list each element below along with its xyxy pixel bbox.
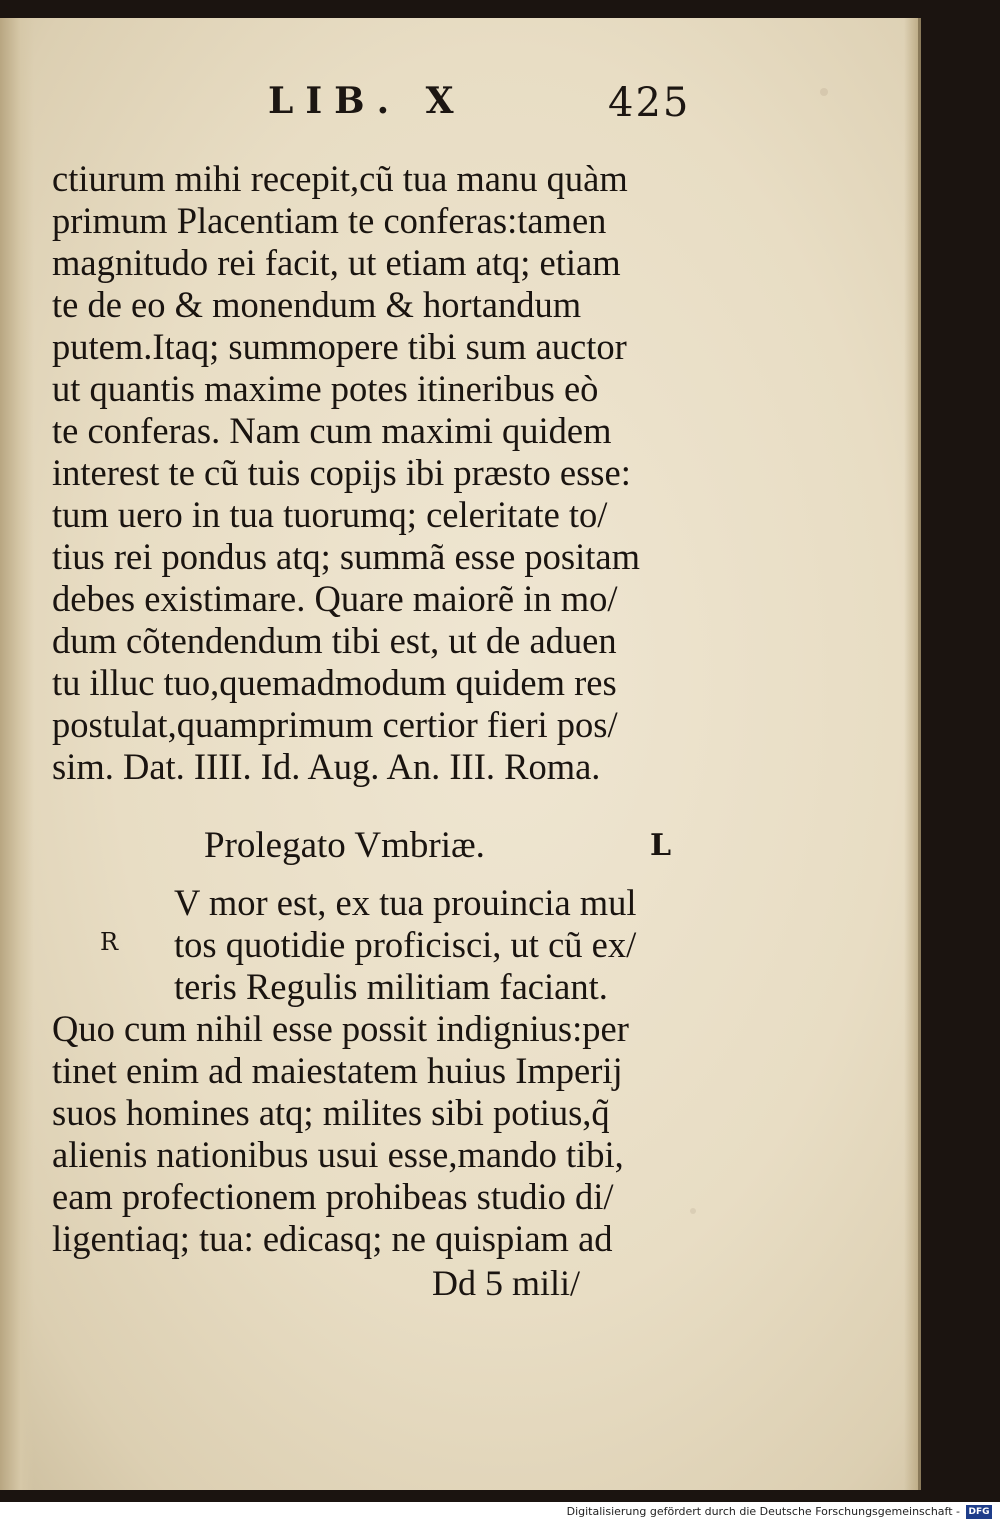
text-line: te conferas. Nam cum maximi quidem — [52, 410, 612, 451]
section-body-text — [52, 1008, 682, 1260]
text-line: tu illuc tuo,quemadmodum quidem res — [52, 662, 617, 703]
text-line: tinet enim ad maiestatem huius Imperij — [52, 1050, 623, 1091]
text-line: ut quantis maxime potes itineribus eò — [52, 368, 599, 409]
page-number: 425 — [608, 80, 691, 126]
text-line: V mor est, ex tua prouincia mul — [174, 882, 637, 923]
indented-text — [174, 882, 684, 1008]
text-line: Quo cum nihil esse possit indignius:per — [52, 1008, 629, 1049]
text-line: ligentiaq; tua: edicasq; ne quispiam ad — [52, 1218, 613, 1259]
page-gutter — [0, 18, 34, 1490]
text-line: tum uero in tua tuorumq; celeritate to/ — [52, 494, 608, 535]
text-line: tos quotidie proficisci, ut cũ ex/ — [174, 924, 637, 965]
page-edge — [904, 18, 918, 1490]
signature-catchword: Dd 5 mili/ — [432, 1263, 581, 1303]
book-page — [0, 18, 921, 1490]
paper-spot — [690, 1208, 696, 1214]
body-text — [52, 158, 682, 788]
text-line: eam profectionem prohibeas studio di/ — [52, 1176, 614, 1217]
section-heading: Prolegato Vmbriæ. — [204, 825, 485, 866]
guide-letter: R — [100, 928, 119, 956]
dfg-logo: DFG — [966, 1505, 992, 1519]
running-head — [0, 80, 918, 130]
text-line: ctiurum mihi recepit,cũ tua manu quàm — [52, 158, 628, 199]
text-line: alienis nationibus usui esse,mando tibi, — [52, 1134, 624, 1175]
text-line: debes existimare. Quare maiorẽ in mo/ — [52, 578, 618, 619]
text-line: dum cõtendendum tibi est, ut de aduen — [52, 620, 617, 661]
text-line: suos homines atq; milites sibi potius,q̃ — [52, 1092, 610, 1133]
footer-bar — [0, 1502, 1000, 1524]
funding-credit: Digitalisierung gefördert durch die Deutsche Forschungsgemeinschaft - — [566, 1505, 960, 1518]
text-line: sim. Dat. IIII. Id. Aug. An. III. Roma. — [52, 746, 601, 787]
lead-letter: L — [650, 828, 672, 863]
text-line: te de eo & monendum & hortandum — [52, 284, 582, 325]
running-head-book: LIB. X — [268, 80, 466, 122]
text-line: magnitudo rei facit, ut etiam atq; etiam — [52, 242, 621, 283]
text-line: teris Regulis militiam faciant. — [174, 966, 608, 1007]
text-line: primum Placentiam te conferas:tamen — [52, 200, 607, 241]
text-line: tius rei pondus atq; summã esse positam — [52, 536, 640, 577]
text-line: interest te cũ tuis copijs ibi præsto esse: — [52, 452, 631, 493]
text-line: postulat,quamprimum certior fieri pos/ — [52, 704, 618, 745]
text-line: putem.Itaq; summopere tibi sum auctor — [52, 326, 627, 367]
